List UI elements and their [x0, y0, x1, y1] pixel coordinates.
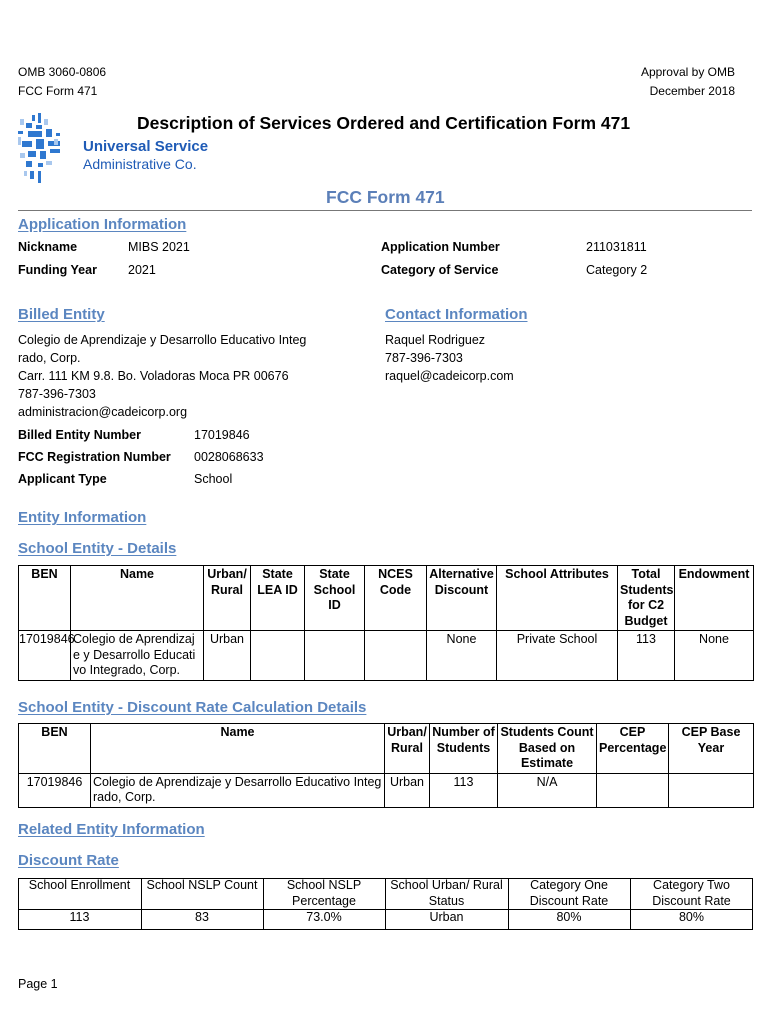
col-category-one-rate: Category One Discount Rate: [508, 878, 630, 910]
col-urban-rural-status: School Urban/ Rural Status: [385, 878, 508, 910]
divider: [18, 210, 752, 211]
col-endowment: Endowment: [675, 566, 754, 631]
page-number: Page 1: [18, 977, 58, 991]
table-row: [19, 631, 754, 681]
frn-value: 0028068633: [194, 450, 264, 464]
approval-date: December 2018: [649, 84, 735, 98]
discount-rate-heading: Discount Rate: [18, 852, 119, 869]
calc-col-cep-percentage: CEP Percentage: [597, 724, 669, 774]
col-nces-code: NCES Code: [365, 566, 427, 631]
discount-calc-heading: School Entity - Discount Rate Calculation Details: [18, 699, 367, 716]
calc-cell-urban-rural: Urban: [385, 773, 430, 807]
billed-entity-address-block: [18, 331, 306, 421]
table-row: [19, 773, 754, 807]
col-nslp-percentage: School NSLP Percentage: [263, 878, 385, 910]
logo-line2: Administrative Co.: [83, 156, 197, 172]
cell-alternative-discount: None: [427, 631, 497, 681]
table-row: [18, 910, 753, 926]
entity-info-heading: Entity Information: [18, 509, 147, 526]
document-title: Description of Services Ordered and Certification Form 471: [137, 113, 631, 133]
frn-label: FCC Registration Number: [18, 450, 171, 464]
cell-endowment: None: [675, 631, 754, 681]
cell-school-enrollment: 113: [69, 910, 90, 924]
calc-cell-cep-base-year: [669, 773, 754, 807]
calc-cell-ben: 17019846: [19, 773, 91, 807]
calc-col-ben: BEN: [19, 724, 91, 774]
related-entity-heading: Related Entity Information: [18, 821, 205, 838]
cell-nces-code: [365, 631, 427, 681]
col-state-lea-id: State LEA ID: [251, 566, 305, 631]
calc-col-urban-rural: Urban/ Rural: [385, 724, 430, 774]
calc-cell-students-estimate: N/A: [498, 773, 597, 807]
ben-value: 17019846: [194, 428, 250, 442]
form-number: FCC Form 471: [18, 84, 98, 98]
application-number-value: 211031811: [586, 240, 647, 254]
cell-state-school-id: [305, 631, 365, 681]
cell-nslp-count: 83: [195, 910, 209, 924]
contact-name: Raquel Rodriguez: [385, 333, 486, 347]
cell-state-lea-id: [251, 631, 305, 681]
billed-entity-address: Carr. 111 KM 9.8. Bo. Voladoras Moca PR 00676: [18, 369, 289, 383]
calc-cell-name: Colegio de Aprendizaje y Desarrollo Educativo Integrado, Corp.: [91, 773, 385, 807]
discount-calc-table: [18, 723, 754, 808]
col-alternative-discount: Alternative Discount: [427, 566, 497, 631]
contact-email: raquel@cadeicorp.com: [385, 369, 514, 383]
calc-col-students-estimate: Students Count Based on Estimate: [498, 724, 597, 774]
calc-col-cep-base-year: CEP Base Year: [669, 724, 754, 774]
funding-year-label: Funding Year: [18, 263, 97, 277]
billed-entity-heading: Billed Entity: [18, 306, 105, 323]
col-name: Name: [71, 566, 204, 631]
contact-info-heading: Contact Information: [385, 306, 528, 323]
omb-number: OMB 3060-0806: [18, 65, 107, 79]
col-total-students: Total Students for C2 Budget: [618, 566, 675, 631]
nickname-value: MIBS 2021: [128, 240, 190, 254]
billed-entity-name-line1: Colegio de Aprendizaje y Desarrollo Educativo Integ: [18, 333, 307, 347]
details-header-row: [19, 566, 754, 631]
school-entity-details-table: [18, 565, 754, 681]
cell-total-students: 113: [618, 631, 675, 681]
calc-cell-cep-percentage: [597, 773, 669, 807]
applicant-type-label: Applicant Type: [18, 472, 107, 486]
calc-col-name: Name: [91, 724, 385, 774]
cell-category-one-rate: 80%: [556, 910, 582, 924]
col-state-school-id: State School ID: [305, 566, 365, 631]
usac-logo-icon: [16, 113, 66, 185]
funding-year-value: 2021: [128, 263, 156, 277]
billed-entity-name-line2: rado, Corp.: [18, 351, 81, 365]
cell-urban-rural: Urban: [204, 631, 251, 681]
calc-cell-number-of-students: 113: [430, 773, 498, 807]
application-number-label: Application Number: [381, 240, 500, 254]
discount-rate-table: [18, 878, 753, 926]
category-value: Category 2: [586, 263, 648, 277]
col-school-attributes: School Attributes: [497, 566, 618, 631]
school-entity-details-heading: School Entity - Details: [18, 540, 177, 557]
col-school-enrollment: School Enrollment: [18, 878, 141, 910]
nickname-label: Nickname: [18, 240, 78, 254]
ben-label: Billed Entity Number: [18, 428, 141, 442]
billed-entity-phone: 787-396-7303: [18, 387, 96, 401]
col-category-two-rate: Category Two Discount Rate: [630, 878, 753, 910]
col-urban-rural: Urban/ Rural: [204, 566, 251, 631]
discount-header-row: [18, 878, 753, 910]
omb-approval: Approval by OMB: [640, 65, 735, 79]
col-nslp-count: School NSLP Count: [141, 878, 263, 910]
application-info-heading: Application Information: [18, 216, 187, 233]
calc-header-row: [19, 724, 754, 774]
form-name: FCC Form 471: [326, 187, 445, 207]
cell-name: Colegio de Aprendizaje y Desarrollo Educativo Integrado, Corp.: [71, 631, 204, 681]
billed-entity-email: administracion@cadeicorp.org: [18, 405, 188, 419]
category-label: Category of Service: [381, 263, 499, 277]
contact-phone: 787-396-7303: [385, 351, 463, 365]
calc-col-number-of-students: Number of Students: [430, 724, 498, 774]
cell-category-two-rate: 80%: [678, 910, 705, 924]
contact-block: [385, 331, 514, 385]
cell-school-attributes: Private School: [497, 631, 618, 681]
applicant-type-value: School: [194, 472, 233, 486]
col-ben: BEN: [19, 566, 71, 631]
cell-nslp-percentage: 73.0%: [306, 910, 342, 924]
cell-ben: 17019846: [19, 631, 71, 681]
logo-line1: Universal Service: [83, 138, 209, 155]
cell-urban-rural-status: Urban: [429, 910, 464, 924]
